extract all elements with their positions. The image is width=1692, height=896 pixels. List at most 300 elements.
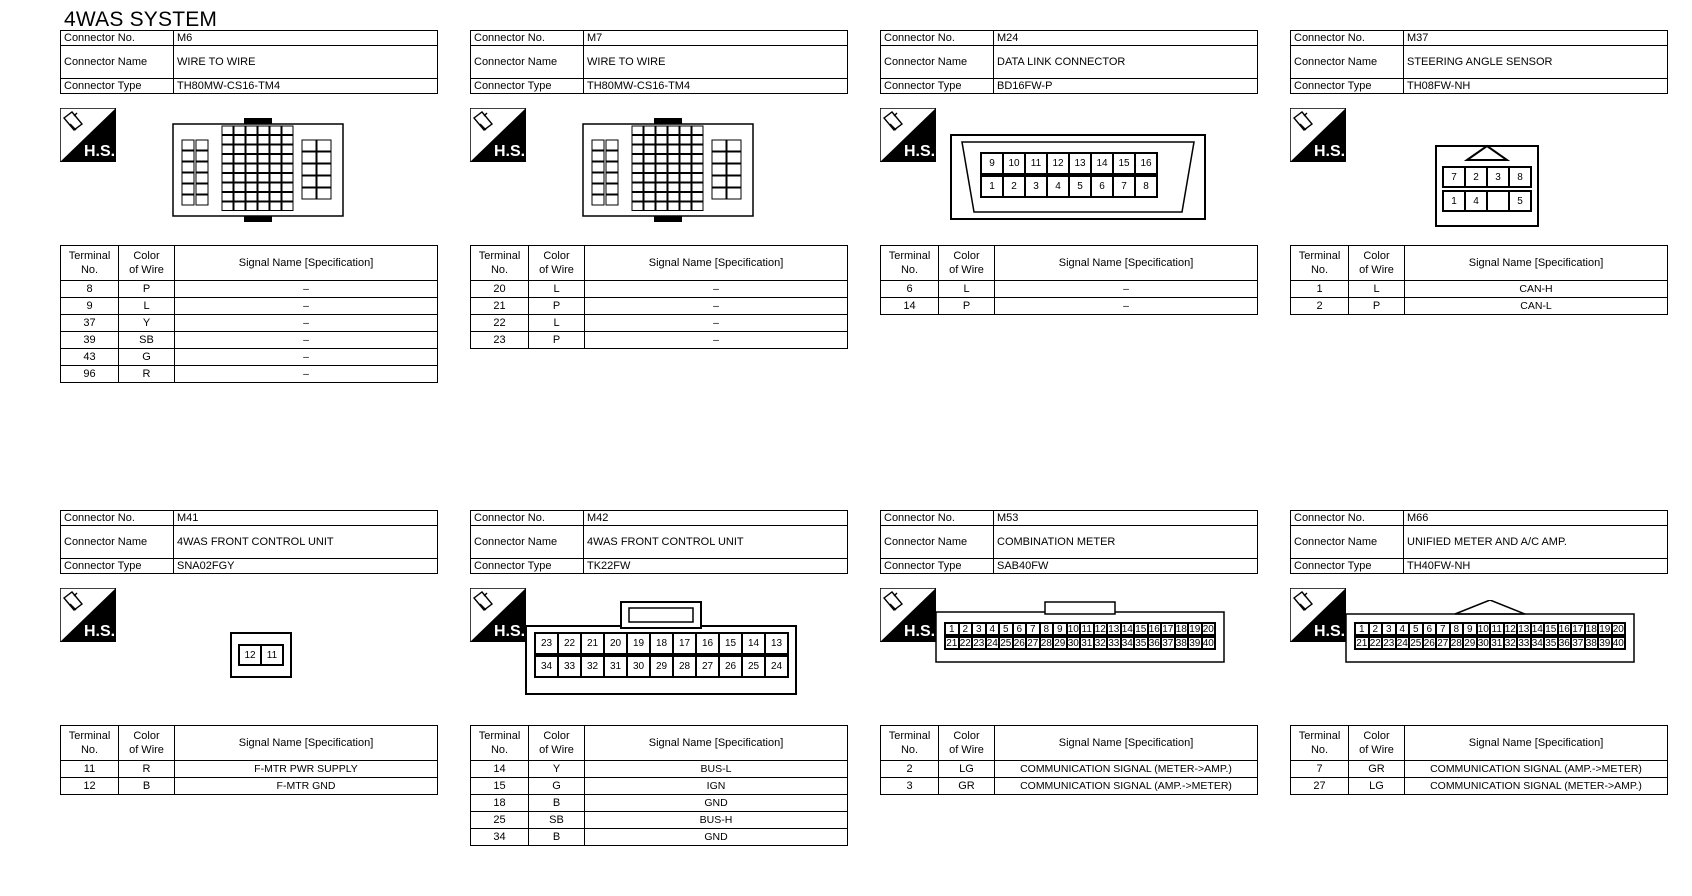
pin-label: 3: [1025, 176, 1047, 197]
pin-label: 23: [535, 633, 558, 654]
pin-label: 33: [558, 656, 581, 677]
connector-type-label: Connector Type: [61, 559, 174, 574]
table-row: [61, 761, 438, 778]
connector-no-value: M7: [584, 31, 848, 46]
pin-label: 14: [1531, 623, 1543, 635]
pin-label: 31: [604, 656, 627, 677]
wire-color: Y: [119, 315, 175, 332]
pin-label: 13: [1518, 623, 1530, 635]
pin-label: 37: [1162, 637, 1174, 649]
terminal-no: 14: [471, 761, 529, 778]
connector-name-value: DATA LINK CONNECTOR: [994, 46, 1258, 79]
pin-label: 1: [981, 176, 1003, 197]
table-row: [1291, 298, 1668, 315]
pin-label: 40: [1202, 637, 1214, 649]
pin-label: 3: [1487, 167, 1509, 187]
table-row: [881, 778, 1258, 795]
terminal-no: 2: [881, 761, 939, 778]
pin-label: 8: [1509, 167, 1531, 187]
pin-label: 30: [627, 656, 650, 677]
pin-label: 24: [1396, 637, 1408, 649]
svg-text:H.S.: H.S.: [904, 623, 936, 640]
connector-type-value: SNA02FGY: [174, 559, 438, 574]
pin-label: 12: [1047, 153, 1069, 174]
pin-label: 27: [1027, 637, 1039, 649]
pin-label: 25: [1000, 637, 1012, 649]
col-terminal-header: Terminal No.: [61, 246, 119, 281]
pin-label: 6: [1423, 623, 1437, 635]
connector-name-label: Connector Name: [881, 46, 994, 79]
pin-label: 17: [1572, 623, 1584, 635]
table-row: [61, 332, 438, 349]
connector-face: [534, 655, 789, 678]
connector-header: [880, 510, 1258, 574]
connector-no-value: M41: [174, 511, 438, 526]
pin-label: 34: [535, 656, 558, 677]
signal-name: F-MTR PWR SUPPLY: [175, 761, 438, 778]
connector-type-value: BD16FW-P: [994, 79, 1258, 94]
terminal-no: 22: [471, 315, 529, 332]
col-signal-header: Signal Name [Specification]: [1405, 726, 1668, 761]
connector-type-label: Connector Type: [471, 559, 584, 574]
connector-type-value: TK22FW: [584, 559, 848, 574]
pin-label: 27: [696, 656, 719, 677]
pin-label: 8: [1450, 623, 1464, 635]
connector-type-label: Connector Type: [1291, 559, 1404, 574]
connector-type-label: Connector Type: [881, 559, 994, 574]
pin-label: 36: [1148, 637, 1160, 649]
connector-no-value: M53: [994, 511, 1258, 526]
signal-name: COMMUNICATION SIGNAL (AMP.->METER): [1405, 761, 1668, 778]
pin-label: 19: [627, 633, 650, 654]
table-row: [471, 298, 848, 315]
pin-label: 32: [1504, 637, 1516, 649]
table-row: [471, 315, 848, 332]
terminal-no: 23: [471, 332, 529, 349]
pin-label: 5: [1409, 623, 1423, 635]
col-terminal-header: Terminal No.: [1291, 246, 1349, 281]
signal-name: GND: [585, 795, 848, 812]
pin-label: 30: [1477, 637, 1489, 649]
col-color-header: Color of Wire: [119, 726, 175, 761]
connector-block-m37: [1290, 30, 1668, 390]
connector-no-value: M24: [994, 31, 1258, 46]
connector-no-label: Connector No.: [471, 31, 584, 46]
pin-label: 5: [1509, 191, 1531, 211]
pin-label: 16: [696, 633, 719, 654]
wire-color: R: [119, 761, 175, 778]
connector-face: [534, 632, 789, 655]
connector-no-label: Connector No.: [881, 511, 994, 526]
table-row: [471, 795, 848, 812]
connector-name-value: 4WAS FRONT CONTROL UNIT: [174, 526, 438, 559]
pin-label: 31: [1081, 637, 1093, 649]
svg-text:H.S.: H.S.: [84, 623, 116, 640]
pin-label: 11: [261, 645, 283, 665]
table-row: [471, 332, 848, 349]
pin-label: 15: [719, 633, 742, 654]
signal-name: COMMUNICATION SIGNAL (METER->AMP.): [995, 761, 1258, 778]
connector-name-value: WIRE TO WIRE: [584, 46, 848, 79]
pin-label: 2: [1369, 623, 1383, 635]
connector-type-value: TH40FW-NH: [1404, 559, 1668, 574]
connector-block-m24: [880, 30, 1258, 390]
pin-label: 4: [1465, 191, 1487, 211]
connector-no-value: M37: [1404, 31, 1668, 46]
wire-color: B: [529, 829, 585, 846]
pin-label: 33: [1108, 637, 1120, 649]
connector-no-label: Connector No.: [61, 31, 174, 46]
terminal-no: 18: [471, 795, 529, 812]
wire-color: L: [529, 315, 585, 332]
wire-color: LG: [939, 761, 995, 778]
col-signal-header: Signal Name [Specification]: [995, 246, 1258, 281]
terminal-table: [1290, 245, 1668, 315]
connector-type-label: Connector Type: [881, 79, 994, 94]
pin-label: 20: [604, 633, 627, 654]
signal-name: COMMUNICATION SIGNAL (METER->AMP.): [1405, 778, 1668, 795]
harness-side-icon: [60, 588, 116, 642]
pin-label: 19: [1189, 623, 1201, 635]
pin-label: 16: [1558, 623, 1570, 635]
pin-label: 16: [1135, 153, 1157, 174]
pin-label: 4: [1047, 176, 1069, 197]
pin-label: 22: [1369, 637, 1381, 649]
connector-name-label: Connector Name: [881, 526, 994, 559]
col-signal-header: Signal Name [Specification]: [585, 246, 848, 281]
pin-label: 18: [650, 633, 673, 654]
connector-block-m7: [470, 30, 848, 390]
wire-color: SB: [529, 812, 585, 829]
connector-name-value: WIRE TO WIRE: [174, 46, 438, 79]
pin-label: 39: [1189, 637, 1201, 649]
pin-label: 14: [742, 633, 765, 654]
terminal-no: 25: [471, 812, 529, 829]
col-color-header: Color of Wire: [1349, 246, 1405, 281]
col-color-header: Color of Wire: [119, 246, 175, 281]
connector-block-m53: [880, 510, 1258, 870]
terminal-no: 43: [61, 349, 119, 366]
terminal-no: 34: [471, 829, 529, 846]
wire-color: L: [529, 281, 585, 298]
col-terminal-header: Terminal No.: [881, 726, 939, 761]
wire-color: P: [1349, 298, 1405, 315]
wire-color: R: [119, 366, 175, 383]
terminal-no: 2: [1291, 298, 1349, 315]
signal-name: CAN-L: [1405, 298, 1668, 315]
signal-name: F-MTR GND: [175, 778, 438, 795]
wire-color: B: [529, 795, 585, 812]
terminal-no: 21: [471, 298, 529, 315]
col-signal-header: Signal Name [Specification]: [585, 726, 848, 761]
pin-label: 7: [1436, 623, 1450, 635]
connector-name-label: Connector Name: [471, 526, 584, 559]
signal-name: IGN: [585, 778, 848, 795]
wire-color: L: [939, 281, 995, 298]
table-row: [61, 366, 438, 383]
terminal-no: 7: [1291, 761, 1349, 778]
pin-label: 34: [1121, 637, 1133, 649]
table-row: [471, 829, 848, 846]
pin-label: 26: [719, 656, 742, 677]
table-row: [61, 778, 438, 795]
connector-face: [980, 152, 1158, 175]
pin-label: 1: [945, 623, 959, 635]
connector-name-value: 4WAS FRONT CONTROL UNIT: [584, 526, 848, 559]
pin-label: 22: [558, 633, 581, 654]
connector-header: [470, 510, 848, 574]
col-terminal-header: Terminal No.: [61, 726, 119, 761]
pin-label: 23: [1383, 637, 1395, 649]
pin-label: 25: [1410, 637, 1422, 649]
connector-face: [1354, 636, 1626, 650]
wire-color: Y: [529, 761, 585, 778]
svg-text:H.S.: H.S.: [84, 143, 116, 160]
svg-text:H.S.: H.S.: [494, 623, 526, 640]
pin-label: 2: [1003, 176, 1025, 197]
pin-label: 39: [1599, 637, 1611, 649]
table-row: [471, 812, 848, 829]
pin-label: 5: [1069, 176, 1091, 197]
pin-label: 15: [1545, 623, 1557, 635]
terminal-no: 12: [61, 778, 119, 795]
signal-name: BUS-L: [585, 761, 848, 778]
pin-label: 35: [1545, 637, 1557, 649]
terminal-no: 15: [471, 778, 529, 795]
pin-label: 28: [673, 656, 696, 677]
connector-face: [944, 622, 1216, 636]
connector-no-value: M42: [584, 511, 848, 526]
connector-name-label: Connector Name: [471, 46, 584, 79]
signal-name: –: [175, 298, 438, 315]
connector-no-label: Connector No.: [881, 31, 994, 46]
signal-name: –: [175, 315, 438, 332]
pin-label: 17: [673, 633, 696, 654]
connector-face: [1442, 190, 1532, 212]
pin-label: 1: [1355, 623, 1369, 635]
col-color-header: Color of Wire: [939, 246, 995, 281]
connector-no-label: Connector No.: [471, 511, 584, 526]
connector-block-m6: [60, 30, 438, 390]
table-row: [881, 761, 1258, 778]
connector-no-label: Connector No.: [61, 511, 174, 526]
connector-block-m41: [60, 510, 438, 870]
col-color-header: Color of Wire: [529, 726, 585, 761]
terminal-table: [880, 245, 1258, 315]
signal-name: –: [585, 298, 848, 315]
table-row: [471, 778, 848, 795]
pin-label: 29: [1464, 637, 1476, 649]
signal-name: –: [995, 281, 1258, 298]
pin-label: 26: [1423, 637, 1435, 649]
pin-label: 13: [765, 633, 788, 654]
pin-label: 26: [1013, 637, 1025, 649]
connector-type-value: SAB40FW: [994, 559, 1258, 574]
pin-label: 29: [1054, 637, 1066, 649]
pin-label: 12: [1094, 623, 1106, 635]
signal-name: –: [175, 332, 438, 349]
table-row: [881, 281, 1258, 298]
svg-text:H.S.: H.S.: [1314, 143, 1346, 160]
connector-header: [60, 30, 438, 94]
terminal-table: [60, 245, 438, 383]
connector-name-label: Connector Name: [1291, 526, 1404, 559]
pin-label: 6: [1013, 623, 1027, 635]
terminal-table: [1290, 725, 1668, 795]
signal-name: COMMUNICATION SIGNAL (AMP.->METER): [995, 778, 1258, 795]
pin-label: 36: [1558, 637, 1570, 649]
pin-label: 5: [999, 623, 1013, 635]
connector-name-label: Connector Name: [61, 46, 174, 79]
pin-label: 1: [1443, 191, 1465, 211]
pin-label: 40: [1612, 637, 1624, 649]
harness-side-icon: [60, 108, 116, 162]
col-color-header: Color of Wire: [1349, 726, 1405, 761]
pin-label: 30: [1067, 637, 1079, 649]
pin-label: 4: [986, 623, 1000, 635]
wire-color: G: [119, 349, 175, 366]
connector-type-value: TH80MW-CS16-TM4: [174, 79, 438, 94]
terminal-no: 20: [471, 281, 529, 298]
pin-label: 18: [1175, 623, 1187, 635]
pin-label: 29: [650, 656, 673, 677]
terminal-table: [470, 245, 848, 349]
terminal-no: 14: [881, 298, 939, 315]
pin-label: 24: [765, 656, 788, 677]
pin-label: 7: [1443, 167, 1465, 187]
connector-no-value: M66: [1404, 511, 1668, 526]
col-signal-header: Signal Name [Specification]: [175, 726, 438, 761]
harness-side-icon: [880, 108, 936, 162]
pin-label: 19: [1599, 623, 1611, 635]
svg-text:H.S.: H.S.: [1314, 623, 1346, 640]
wire-color: GR: [1349, 761, 1405, 778]
terminal-no: 8: [61, 281, 119, 298]
table-row: [61, 315, 438, 332]
wire-color: LG: [1349, 778, 1405, 795]
signal-name: CAN-H: [1405, 281, 1668, 298]
pin-label: 7: [1113, 176, 1135, 197]
connector-header: [60, 510, 438, 574]
wire-color: P: [529, 332, 585, 349]
table-row: [471, 761, 848, 778]
pin-label: 9: [1053, 623, 1067, 635]
col-terminal-header: Terminal No.: [1291, 726, 1349, 761]
pin-label: 38: [1175, 637, 1187, 649]
terminal-no: 9: [61, 298, 119, 315]
terminal-no: 3: [881, 778, 939, 795]
signal-name: –: [585, 315, 848, 332]
connector-header: [1290, 30, 1668, 94]
pin-label: 10: [1003, 153, 1025, 174]
pin-label: [1487, 191, 1509, 211]
col-signal-header: Signal Name [Specification]: [995, 726, 1258, 761]
terminal-no: 27: [1291, 778, 1349, 795]
col-signal-header: Signal Name [Specification]: [175, 246, 438, 281]
col-color-header: Color of Wire: [529, 246, 585, 281]
pin-label: 6: [1091, 176, 1113, 197]
terminal-no: 11: [61, 761, 119, 778]
connector-type-value: TH08FW-NH: [1404, 79, 1668, 94]
signal-name: –: [175, 281, 438, 298]
pin-label: 25: [742, 656, 765, 677]
pin-label: 13: [1108, 623, 1120, 635]
connector-face: [980, 175, 1158, 198]
signal-name: –: [175, 366, 438, 383]
wire-color: G: [529, 778, 585, 795]
harness-side-icon: [470, 108, 526, 162]
harness-side-icon: [470, 588, 526, 642]
col-terminal-header: Terminal No.: [471, 726, 529, 761]
svg-text:H.S.: H.S.: [904, 143, 936, 160]
pin-label: 32: [581, 656, 604, 677]
pin-label: 17: [1162, 623, 1174, 635]
pin-label: 2: [1465, 167, 1487, 187]
pin-label: 37: [1572, 637, 1584, 649]
table-row: [1291, 761, 1668, 778]
table-row: [61, 349, 438, 366]
pin-label: 3: [1382, 623, 1396, 635]
pin-label: 11: [1081, 623, 1092, 635]
pin-label: 34: [1531, 637, 1543, 649]
pin-label: 21: [946, 637, 958, 649]
connector-name-value: UNIFIED METER AND A/C AMP.: [1404, 526, 1668, 559]
harness-side-icon: [1290, 588, 1346, 642]
wire-color: B: [119, 778, 175, 795]
wire-color: P: [939, 298, 995, 315]
pin-label: 14: [1121, 623, 1133, 635]
connector-face: [238, 644, 284, 666]
pin-label: 33: [1518, 637, 1530, 649]
terminal-table: [470, 725, 848, 846]
pin-label: 24: [986, 637, 998, 649]
connector-header: [880, 30, 1258, 94]
pin-label: 15: [1113, 153, 1135, 174]
pin-label: 3: [972, 623, 986, 635]
signal-name: BUS-H: [585, 812, 848, 829]
pin-label: 4: [1396, 623, 1410, 635]
harness-side-icon: [880, 588, 936, 642]
wire-color: L: [1349, 281, 1405, 298]
terminal-no: 39: [61, 332, 119, 349]
connector-type-label: Connector Type: [61, 79, 174, 94]
harness-side-icon: [1290, 108, 1346, 162]
connector-no-value: M6: [174, 31, 438, 46]
connector-no-label: Connector No.: [1291, 511, 1404, 526]
pin-label: 32: [1094, 637, 1106, 649]
terminal-no: 37: [61, 315, 119, 332]
connector-face: [1354, 622, 1626, 636]
table-row: [61, 298, 438, 315]
pin-label: 9: [981, 153, 1003, 174]
pin-label: 38: [1585, 637, 1597, 649]
connector-name-value: COMBINATION METER: [994, 526, 1258, 559]
table-row: [1291, 778, 1668, 795]
pin-label: 20: [1612, 623, 1624, 635]
pin-label: 21: [581, 633, 604, 654]
signal-name: –: [995, 298, 1258, 315]
pin-label: 23: [973, 637, 985, 649]
pin-label: 27: [1437, 637, 1449, 649]
pin-label: 28: [1040, 637, 1052, 649]
connector-name-label: Connector Name: [61, 526, 174, 559]
terminal-no: 6: [881, 281, 939, 298]
wire-color: SB: [119, 332, 175, 349]
pin-label: 18: [1585, 623, 1597, 635]
pin-label: 21: [1356, 637, 1368, 649]
wire-color: GR: [939, 778, 995, 795]
page-title: 4WAS SYSTEM: [64, 8, 218, 31]
